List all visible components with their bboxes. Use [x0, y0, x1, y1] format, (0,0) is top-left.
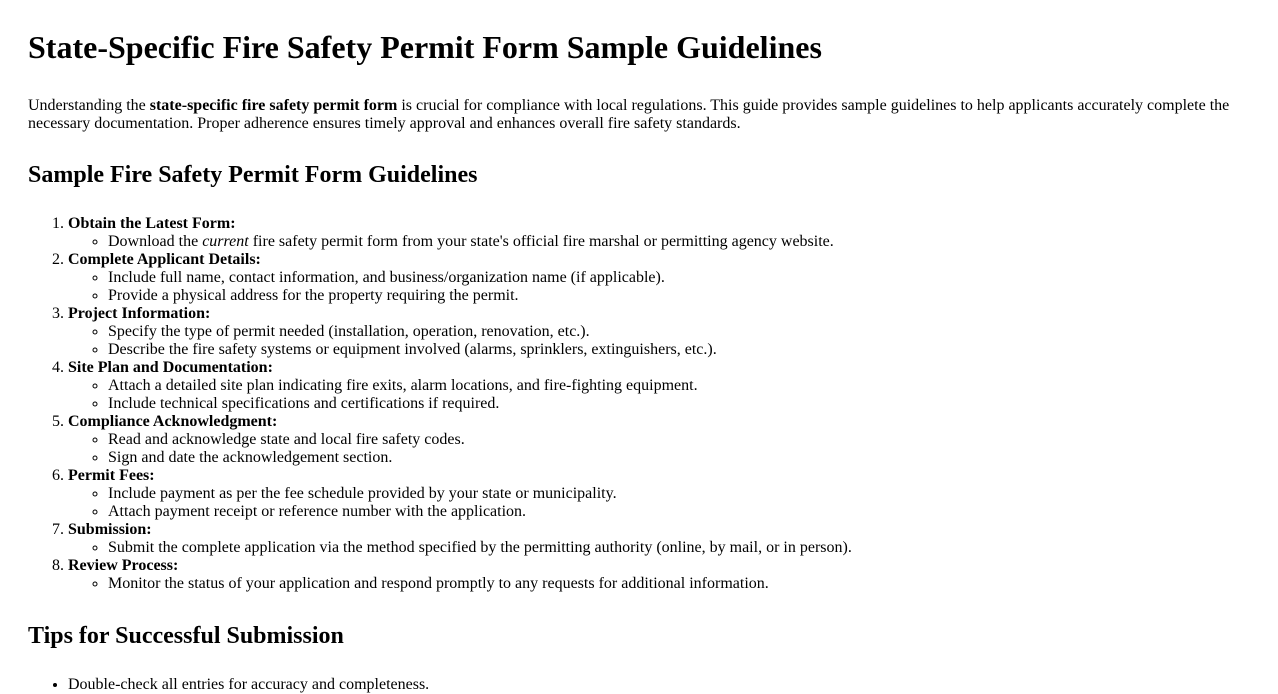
step-item: [68, 557, 1250, 593]
step-subitem: ◦ Include technical specifications and certifications if required.: [108, 395, 1250, 413]
subitem-emphasis: current: [202, 233, 249, 250]
step-subitems: [68, 377, 1250, 413]
step-subitem: ◦ Include payment as per the fee schedule provided by your state or municipality.: [108, 485, 1250, 503]
intro-bold-term: state-specific fire safety permit form: [149, 97, 398, 114]
step-item: [68, 359, 1250, 413]
step-item: [68, 413, 1250, 467]
step-title: Review Process:: [68, 557, 179, 574]
step-title: Permit Fees:: [68, 467, 155, 484]
subitem-text-start: Download the: [108, 233, 203, 250]
step-subitem: ◦ Provide a physical address for the property requiring the permit.: [108, 287, 1250, 305]
step-title: Project Information:: [68, 305, 211, 322]
step-subitems: [68, 575, 1250, 593]
step-item: [68, 305, 1250, 359]
step-subitems: [68, 323, 1250, 359]
step-subitem: ◦ Sign and date the acknowledgement section.: [108, 449, 1250, 467]
step-item: [68, 215, 1250, 251]
guidelines-steps-list: [28, 215, 1250, 593]
tips-list: [28, 676, 1250, 694]
step-subitem: ◦ Monitor the status of your application and respond promptly to any requests for additional information.: [108, 575, 1250, 593]
step-subitems: [68, 269, 1250, 305]
step-title: Obtain the Latest Form:: [68, 215, 236, 232]
step-subitem: ◦ Attach payment receipt or reference number with the application.: [108, 503, 1250, 521]
step-subitems: [68, 539, 1250, 557]
step-subitem: [108, 233, 1250, 251]
guidelines-heading: Sample Fire Safety Permit Form Guidelines: [28, 162, 478, 188]
step-subitem: ◦ Specify the type of permit needed (installation, operation, renovation, etc.).: [108, 323, 1250, 341]
tip-item: • Double-check all entries for accuracy and completeness.: [68, 676, 1250, 694]
intro-text-end: is crucial for compliance with local regulations. This guide provides sample guidelines to help applicants accurately complete the necessary documentation. Proper adherence ensures timely approval and enhances overall fire safety standards.: [28, 97, 1230, 132]
intro-text-start: Understanding the: [28, 97, 150, 114]
step-title: Compliance Acknowledgment:: [68, 413, 278, 430]
step-subitems: [68, 431, 1250, 467]
step-subitems: [68, 485, 1250, 521]
step-item: [68, 251, 1250, 305]
step-title: Submission:: [68, 521, 152, 538]
step-title: Site Plan and Documentation:: [68, 359, 273, 376]
document-page: [0, 29, 1278, 694]
subitem-text-end: fire safety permit form from your state's official fire marshal or permitting agency website.: [248, 233, 834, 250]
intro-paragraph: [28, 97, 1250, 133]
step-item: [68, 521, 1250, 557]
step-subitem: ◦ Attach a detailed site plan indicating fire exits, alarm locations, and fire-fighting equipment.: [108, 377, 1250, 395]
step-item: [68, 467, 1250, 521]
step-subitem: ◦ Describe the fire safety systems or equipment involved (alarms, sprinklers, extinguishers, etc.).: [108, 341, 1250, 359]
step-subitem: ◦ Include full name, contact information, and business/organization name (if applicable).: [108, 269, 1250, 287]
step-title: Complete Applicant Details:: [68, 251, 261, 268]
tips-heading: Tips for Successful Submission: [28, 623, 344, 649]
step-subitem: ◦ Read and acknowledge state and local fire safety codes.: [108, 431, 1250, 449]
step-subitem: ◦ Submit the complete application via the method specified by the permitting authority (online, by mail, or in person).: [108, 539, 1250, 557]
step-subitems: [68, 233, 1250, 251]
page-title: State-Specific Fire Safety Permit Form Sample Guidelines: [28, 29, 822, 65]
